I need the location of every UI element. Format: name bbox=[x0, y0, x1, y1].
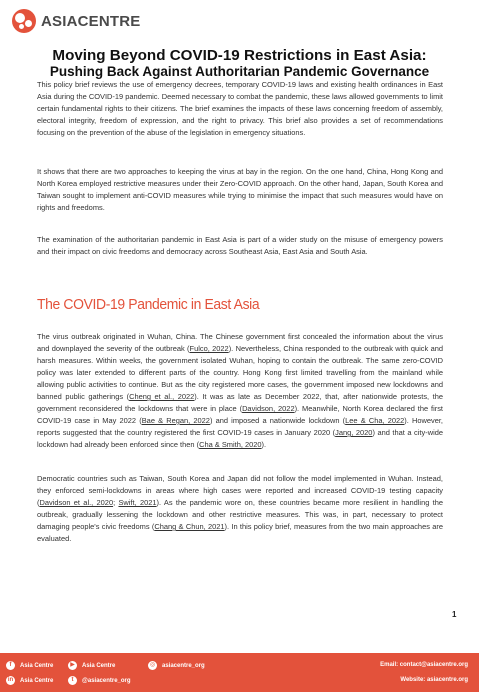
title-line-1: Moving Beyond COVID-19 Restrictions in East Asia: bbox=[52, 47, 427, 64]
intro-paragraph-3: The examination of the authoritarian pandemic in East Asia is part of a wider study on the misuse of emergency powers and their impact on civic freedoms and democracy across Southeast Asia, East Asia and South Asia. bbox=[37, 235, 443, 256]
twitter-icon: t bbox=[68, 676, 77, 685]
title-line-2: Pushing Back Against Authoritarian Pandemic Governance bbox=[49, 64, 430, 79]
citation-link[interactable]: Fulco, 2022 bbox=[189, 344, 229, 353]
page-number: 1 bbox=[452, 610, 457, 619]
text-run: ; bbox=[113, 498, 119, 507]
intro-paragraph-1: This policy brief reviews the use of emergency decrees, temporary COVID-19 laws and existing health ordinances in East Asia during the COVID-19 pandemic. Deemed necessary to combat the pandemic, these laws allowed governments to limit certain fundamental rights to their citizens. The brief examines the impacts of these laws concerning freedom of assembly, electoral integrity, freedom of expression, and the right to privacy. This brief also provides a set of recommendations focusing on the prevention of the abuse of the legislation in emergency situations. bbox=[37, 80, 443, 137]
footer-instagram-label: asiacentre_org bbox=[162, 662, 205, 669]
citation-link[interactable]: Bae & Regan, 2022 bbox=[141, 416, 210, 425]
footer-youtube-label: Asia Centre bbox=[82, 662, 116, 669]
footer-linkedin-link[interactable] bbox=[6, 676, 53, 685]
brand-mark-icon bbox=[12, 9, 36, 33]
section-paragraph-2 bbox=[37, 473, 443, 545]
text-run: ). Meanwhile, North Korea declared the first COVID-19 case in May 2022 ( bbox=[37, 404, 443, 425]
section-heading: The COVID-19 Pandemic in East Asia bbox=[37, 296, 260, 313]
page-title bbox=[20, 47, 459, 80]
citation-link[interactable]: Cheng et al., 2022 bbox=[129, 392, 195, 401]
text-run: Democratic countries such as Taiwan, South Korea and Japan did not follow the model implemented in Wuhan. Instead, they enforced semi-lockdowns in areas where high cases were reported and increased COVID-19 testing capacity ( bbox=[37, 474, 443, 507]
citation-link[interactable]: Davidson et al., 2020 bbox=[39, 498, 114, 507]
footer-twitter-label: @asiacentre_org bbox=[82, 677, 131, 684]
citation-link[interactable]: Davidson, 2022 bbox=[242, 404, 295, 413]
footer-instagram-link[interactable] bbox=[148, 661, 205, 670]
footer-bar bbox=[0, 653, 479, 692]
footer-email[interactable]: Email: contact@asiacentre.org bbox=[380, 662, 468, 668]
text-run: The virus outbreak originated in Wuhan, China. The Chinese government first concealed the information about the virus and downplayed the severity of the outbreak ( bbox=[37, 332, 443, 353]
text-run: ). bbox=[261, 440, 267, 449]
brand-logo bbox=[12, 9, 141, 33]
citation-link[interactable]: Jang, 2020 bbox=[335, 428, 373, 437]
text-run: ). However, reports suggested that the country registered the first COVID-19 cases in January 2020 ( bbox=[37, 416, 443, 437]
text-run: ). In this policy brief, measures from the two main approaches are evaluated. bbox=[37, 522, 443, 543]
text-run: ) and that a city-wide lockdown had already been enforced since then ( bbox=[37, 428, 443, 449]
instagram-icon: ◎ bbox=[149, 662, 156, 668]
citation-link[interactable]: Lee & Cha, 2022 bbox=[345, 416, 405, 425]
citation-link[interactable]: Chang & Chun, 2021 bbox=[154, 522, 225, 531]
footer-website[interactable]: Website: asiacentre.org bbox=[400, 677, 468, 683]
brand-name: ASIACENTRE bbox=[41, 12, 141, 30]
text-run: ). As the pandemic wore on, these countries became more resilient in handling the outbreak, gradually lessening the lockdown and other restrictive measures. This was, in part, necessary to protect damaging people's civic freedoms ( bbox=[37, 498, 443, 531]
facebook-icon: f bbox=[6, 661, 15, 670]
footer-linkedin-label: Asia Centre bbox=[20, 677, 54, 684]
citation-link[interactable]: Cha & Smith, 2020 bbox=[199, 440, 262, 449]
footer-twitter-link[interactable] bbox=[68, 676, 131, 685]
citation-link[interactable]: Swift, 2021 bbox=[118, 498, 157, 507]
footer-facebook-link[interactable] bbox=[6, 661, 53, 670]
footer-youtube-link[interactable] bbox=[68, 661, 115, 670]
intro-paragraph-2: It shows that there are two approaches to keeping the virus at bay in the region. On the one hand, China, Hong Kong and North Korea employed restrictive measures under their Zero-COVID approach. On the other hand, Japan, South Korea and Taiwan sought to implement anti-COVID measures while trying to minimise the impact that such measures would have on rights and freedoms. bbox=[37, 167, 443, 212]
text-run: ). Nevertheless, China responded to the outbreak with quick and harsh measures. Within weeks, the government isolated Wuhan, hoping to contain the outbreak. The same zero-COVID policy was later extended to different parts of the country. Hong Kong first limited travelling from the mainland while allowing public activities to continue. But as the city registered more cases, the government imposed new lockdowns and banned public gatherings ( bbox=[37, 344, 443, 401]
section-paragraph-1 bbox=[37, 331, 443, 451]
youtube-icon: ▶ bbox=[68, 661, 77, 670]
footer-facebook-label: Asia Centre bbox=[20, 662, 54, 669]
text-run: ) and imposed a nationwide lockdown ( bbox=[209, 416, 346, 425]
text-run: ). It was as late as December 2022, that, after nationwide protests, the government reconsidered the lockdowns that were in place ( bbox=[37, 392, 443, 413]
linkedin-icon: in bbox=[7, 677, 14, 683]
